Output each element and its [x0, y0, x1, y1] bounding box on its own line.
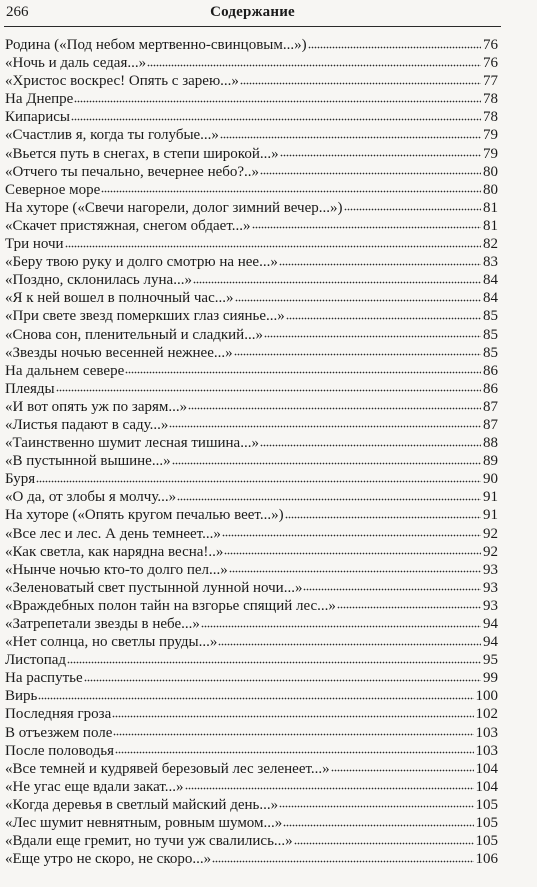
- toc-entry-page: 99: [483, 670, 498, 687]
- toc-entry-title: «Вдали еще гремит, но тучи уж свалились...»: [5, 833, 293, 850]
- toc-entry: [5, 506, 498, 524]
- running-title: Содержание: [210, 4, 295, 20]
- dot-leader: [286, 316, 481, 320]
- toc-entry-title: «Враждебных полон тайн на взгорье спящий лес...»: [5, 597, 336, 614]
- toc-entry: [5, 108, 498, 126]
- toc-entry-page: 80: [483, 163, 498, 180]
- toc-entry: [5, 416, 498, 434]
- toc-entry-page: 79: [483, 127, 498, 144]
- dot-leader: [283, 823, 473, 827]
- dot-leader: [113, 733, 473, 737]
- toc-entry-page: 93: [483, 597, 498, 614]
- toc-entry-title: На хуторе («Свечи нагорели, долог зимний вечер...»): [5, 199, 343, 216]
- toc-entry-title: «Лес шумит невнятным, ровным шумом...»: [5, 815, 283, 832]
- toc-entry: [5, 742, 498, 760]
- dot-leader: [240, 81, 481, 85]
- toc-entry-title: «Вьется путь в снегах, в степи широкой...»: [5, 145, 279, 162]
- dot-leader: [229, 570, 481, 574]
- toc-entry-title: «В пустынной вышине...»: [5, 453, 171, 470]
- dot-leader: [185, 787, 474, 791]
- toc-entry-page: 82: [483, 236, 498, 253]
- toc-entry-title: «Я к ней вошел в полночный час...»: [5, 290, 234, 307]
- toc-entry-page: 77: [483, 73, 498, 90]
- dot-leader: [84, 678, 481, 682]
- toc-entry-page: 104: [475, 760, 498, 777]
- toc-entry-title: «Звезды ночью весенней нежнее...»: [5, 344, 233, 361]
- toc-entry: [5, 452, 498, 470]
- toc-entry: [5, 307, 498, 325]
- dot-leader: [218, 642, 481, 646]
- dot-leader: [38, 696, 473, 700]
- dot-leader: [279, 262, 481, 266]
- toc-entry-title: «Когда деревья в светлый майский день...»: [5, 796, 279, 813]
- toc-entry-title: «Христос воскрес! Опять с зарею...»: [5, 73, 239, 90]
- toc-entry: [5, 651, 498, 669]
- dot-leader: [222, 534, 481, 538]
- toc-entry-page: 92: [483, 543, 498, 560]
- dot-leader: [264, 335, 481, 339]
- toc-entry-page: 87: [483, 398, 498, 415]
- toc-entry-page: 103: [475, 742, 498, 759]
- toc-entry-title: «Листья падают в саду...»: [5, 416, 169, 433]
- dot-leader: [172, 461, 481, 465]
- toc-entry-page: 86: [483, 362, 498, 379]
- toc-entry-page: 103: [475, 724, 498, 741]
- dot-leader: [193, 280, 481, 284]
- dot-leader: [177, 497, 481, 501]
- toc-entry-page: 81: [483, 217, 498, 234]
- toc-entry: [5, 597, 498, 615]
- toc-entry-page: 105: [475, 833, 498, 850]
- toc-entry: [5, 235, 498, 253]
- toc-entry-page: 94: [483, 616, 498, 632]
- toc-entry-title: «Все лес и лес. А день темнеет...»: [5, 525, 221, 542]
- toc-entry-title: «При свете звезд померкших глаз сиянье...»: [5, 308, 285, 325]
- toc-entry-page: 106: [475, 851, 498, 868]
- toc-entry-title: «И вот опять уж по зарям...»: [5, 398, 188, 415]
- toc-entry-title: «Счастлив я, когда ты голубые...»: [5, 127, 219, 144]
- toc-entry-title: На Днепре: [5, 91, 74, 108]
- toc-entry-title: «Таинственно шумит лесная тишина...»: [5, 435, 259, 452]
- page-number: 266: [6, 4, 29, 20]
- toc-entry-title: Последняя гроза: [5, 706, 112, 723]
- dot-leader: [169, 425, 481, 429]
- toc-entry-title: «Отчего ты печально, вечернее небо?..»: [5, 163, 260, 180]
- toc-entry-title: «Еще утро не скоро, не скоро...»: [5, 851, 212, 868]
- toc-entry-page: 100: [475, 688, 498, 705]
- toc-entry-page: 87: [483, 416, 498, 433]
- toc-entry-page: 102: [475, 706, 498, 723]
- dot-leader: [260, 443, 481, 447]
- dot-leader: [56, 389, 481, 393]
- toc-entry: [5, 778, 498, 796]
- toc-entry: [5, 814, 498, 832]
- dot-leader: [201, 624, 481, 628]
- toc-entry: [5, 163, 498, 181]
- toc-entry-page: 91: [483, 507, 498, 524]
- toc-entry-title: «Беру твою руку и долго смотрю на нее...»: [5, 254, 278, 271]
- toc-entry-page: 80: [483, 181, 498, 198]
- dot-leader: [74, 99, 481, 103]
- toc-entry-page: 95: [483, 652, 498, 669]
- table-of-contents: [5, 36, 498, 868]
- toc-entry: [5, 579, 498, 597]
- toc-entry: [5, 72, 498, 90]
- toc-entry-title: На дальнем севере: [5, 362, 125, 379]
- toc-entry-page: 85: [483, 308, 498, 325]
- dot-leader: [115, 751, 474, 755]
- toc-entry: [5, 488, 498, 506]
- toc-entry-title: На хуторе («Опять кругом печалью веет...»): [5, 507, 284, 524]
- toc-entry-page: 91: [483, 489, 498, 506]
- toc-entry: [5, 90, 498, 108]
- dot-leader: [112, 714, 473, 718]
- toc-entry-title: «Все темней и кудрявей березовый лес зеленеет...»: [5, 760, 330, 777]
- toc-entry: [5, 705, 498, 723]
- toc-entry-title: «Затрепетали звезды в небе...»: [5, 616, 200, 632]
- toc-entry-title: «О да, от злобы я молчу...»: [5, 489, 177, 506]
- toc-entry: [5, 126, 498, 144]
- toc-entry: [5, 724, 498, 742]
- toc-entry-page: 76: [483, 55, 498, 72]
- dot-leader: [188, 407, 481, 411]
- header-rule: [4, 26, 501, 27]
- toc-entry: [5, 633, 498, 651]
- dot-leader: [252, 226, 481, 230]
- toc-entry: [5, 380, 498, 398]
- toc-entry: [5, 615, 498, 633]
- toc-entry-page: 78: [483, 91, 498, 108]
- dot-leader: [125, 371, 481, 375]
- toc-entry: [5, 796, 498, 814]
- toc-entry-title: «Нет солнца, но светлы пруды...»: [5, 634, 218, 651]
- dot-leader: [101, 190, 481, 194]
- toc-entry-page: 85: [483, 344, 498, 361]
- toc-entry: [5, 434, 498, 452]
- dot-leader: [67, 660, 481, 664]
- toc-entry-title: Три ночи: [5, 236, 64, 253]
- toc-entry: [5, 253, 498, 271]
- dot-leader: [308, 45, 481, 49]
- toc-entry-page: 89: [483, 453, 498, 470]
- toc-entry-title: «Поздно, склонилась луна...»: [5, 272, 192, 289]
- dot-leader: [260, 172, 481, 176]
- dot-leader: [337, 606, 481, 610]
- toc-entry-title: «Снова сон, пленительный и сладкий...»: [5, 326, 263, 343]
- toc-entry: [5, 145, 498, 163]
- toc-entry-page: 78: [483, 109, 498, 126]
- dot-leader: [303, 588, 481, 592]
- toc-entry: [5, 398, 498, 416]
- toc-entry-title: Кипарисы: [5, 109, 70, 126]
- toc-entry: [5, 36, 498, 54]
- toc-entry-page: 90: [483, 471, 498, 488]
- toc-entry-page: 93: [483, 561, 498, 578]
- toc-entry: [5, 181, 498, 199]
- toc-entry-title: «Нынче ночью кто-то долго пел...»: [5, 561, 228, 578]
- toc-entry-page: 105: [475, 815, 498, 832]
- toc-entry-title: После половодья: [5, 742, 114, 759]
- toc-entry: [5, 669, 498, 687]
- toc-entry: [5, 687, 498, 705]
- toc-entry-title: «Не угас еще вдали закат...»: [5, 778, 184, 795]
- toc-entry-title: «Ночь и даль седая...»: [5, 55, 147, 72]
- toc-entry-title: На распутье: [5, 670, 83, 687]
- toc-entry-title: Северное море: [5, 181, 101, 198]
- toc-entry-title: «Как светла, как нарядна весна!..»: [5, 543, 224, 560]
- dot-leader: [220, 135, 481, 139]
- toc-entry-title: Буря: [5, 471, 36, 488]
- toc-entry-title: В отъезжем поле: [5, 724, 113, 741]
- dot-leader: [234, 353, 481, 357]
- dot-leader: [235, 298, 481, 302]
- toc-entry-page: 81: [483, 199, 498, 216]
- toc-entry: [5, 326, 498, 344]
- toc-entry-title: «Скачет пристяжная, снегом обдает...»: [5, 217, 251, 234]
- toc-entry: [5, 760, 498, 778]
- dot-leader: [331, 769, 474, 773]
- toc-entry: [5, 289, 498, 307]
- toc-entry-page: 83: [483, 254, 498, 271]
- toc-entry-page: 84: [483, 290, 498, 307]
- dot-leader: [71, 117, 481, 121]
- toc-entry-page: 105: [475, 796, 498, 813]
- toc-entry-page: 93: [483, 579, 498, 596]
- dot-leader: [344, 208, 482, 212]
- toc-entry-page: 88: [483, 435, 498, 452]
- toc-entry-title: Плеяды: [5, 380, 55, 397]
- toc-entry-title: Родина («Под небом мертвенно-свинцовым...»): [5, 37, 307, 53]
- dot-leader: [36, 479, 481, 483]
- toc-entry-page: 84: [483, 272, 498, 289]
- toc-entry: [5, 344, 498, 362]
- dot-leader: [147, 63, 481, 67]
- toc-entry-page: 76: [483, 37, 498, 53]
- toc-entry: [5, 832, 498, 850]
- dot-leader: [65, 244, 481, 248]
- toc-entry: [5, 470, 498, 488]
- toc-entry: [5, 217, 498, 235]
- toc-entry: [5, 525, 498, 543]
- toc-entry: [5, 271, 498, 289]
- dot-leader: [224, 552, 481, 556]
- toc-entry-page: 104: [475, 778, 498, 795]
- page-header: [4, 2, 501, 22]
- toc-entry-title: «Зеленоватый свет пустынной лунной ночи...»: [5, 579, 303, 596]
- toc-entry-title: Вирь: [5, 688, 38, 705]
- toc-entry-page: 86: [483, 380, 498, 397]
- dot-leader: [285, 515, 481, 519]
- toc-entry-page: 79: [483, 145, 498, 162]
- dot-leader: [280, 154, 481, 158]
- dot-leader: [279, 805, 473, 809]
- toc-entry: [5, 54, 498, 72]
- toc-entry: [5, 362, 498, 380]
- toc-entry-page: 92: [483, 525, 498, 542]
- toc-entry: [5, 199, 498, 217]
- dot-leader: [294, 841, 474, 845]
- toc-entry-page: 94: [483, 634, 498, 651]
- toc-entry: [5, 561, 498, 579]
- toc-entry-title: Листопад: [5, 652, 67, 669]
- toc-entry: [5, 850, 498, 868]
- dot-leader: [212, 859, 473, 863]
- toc-entry: [5, 543, 498, 561]
- toc-entry-page: 85: [483, 326, 498, 343]
